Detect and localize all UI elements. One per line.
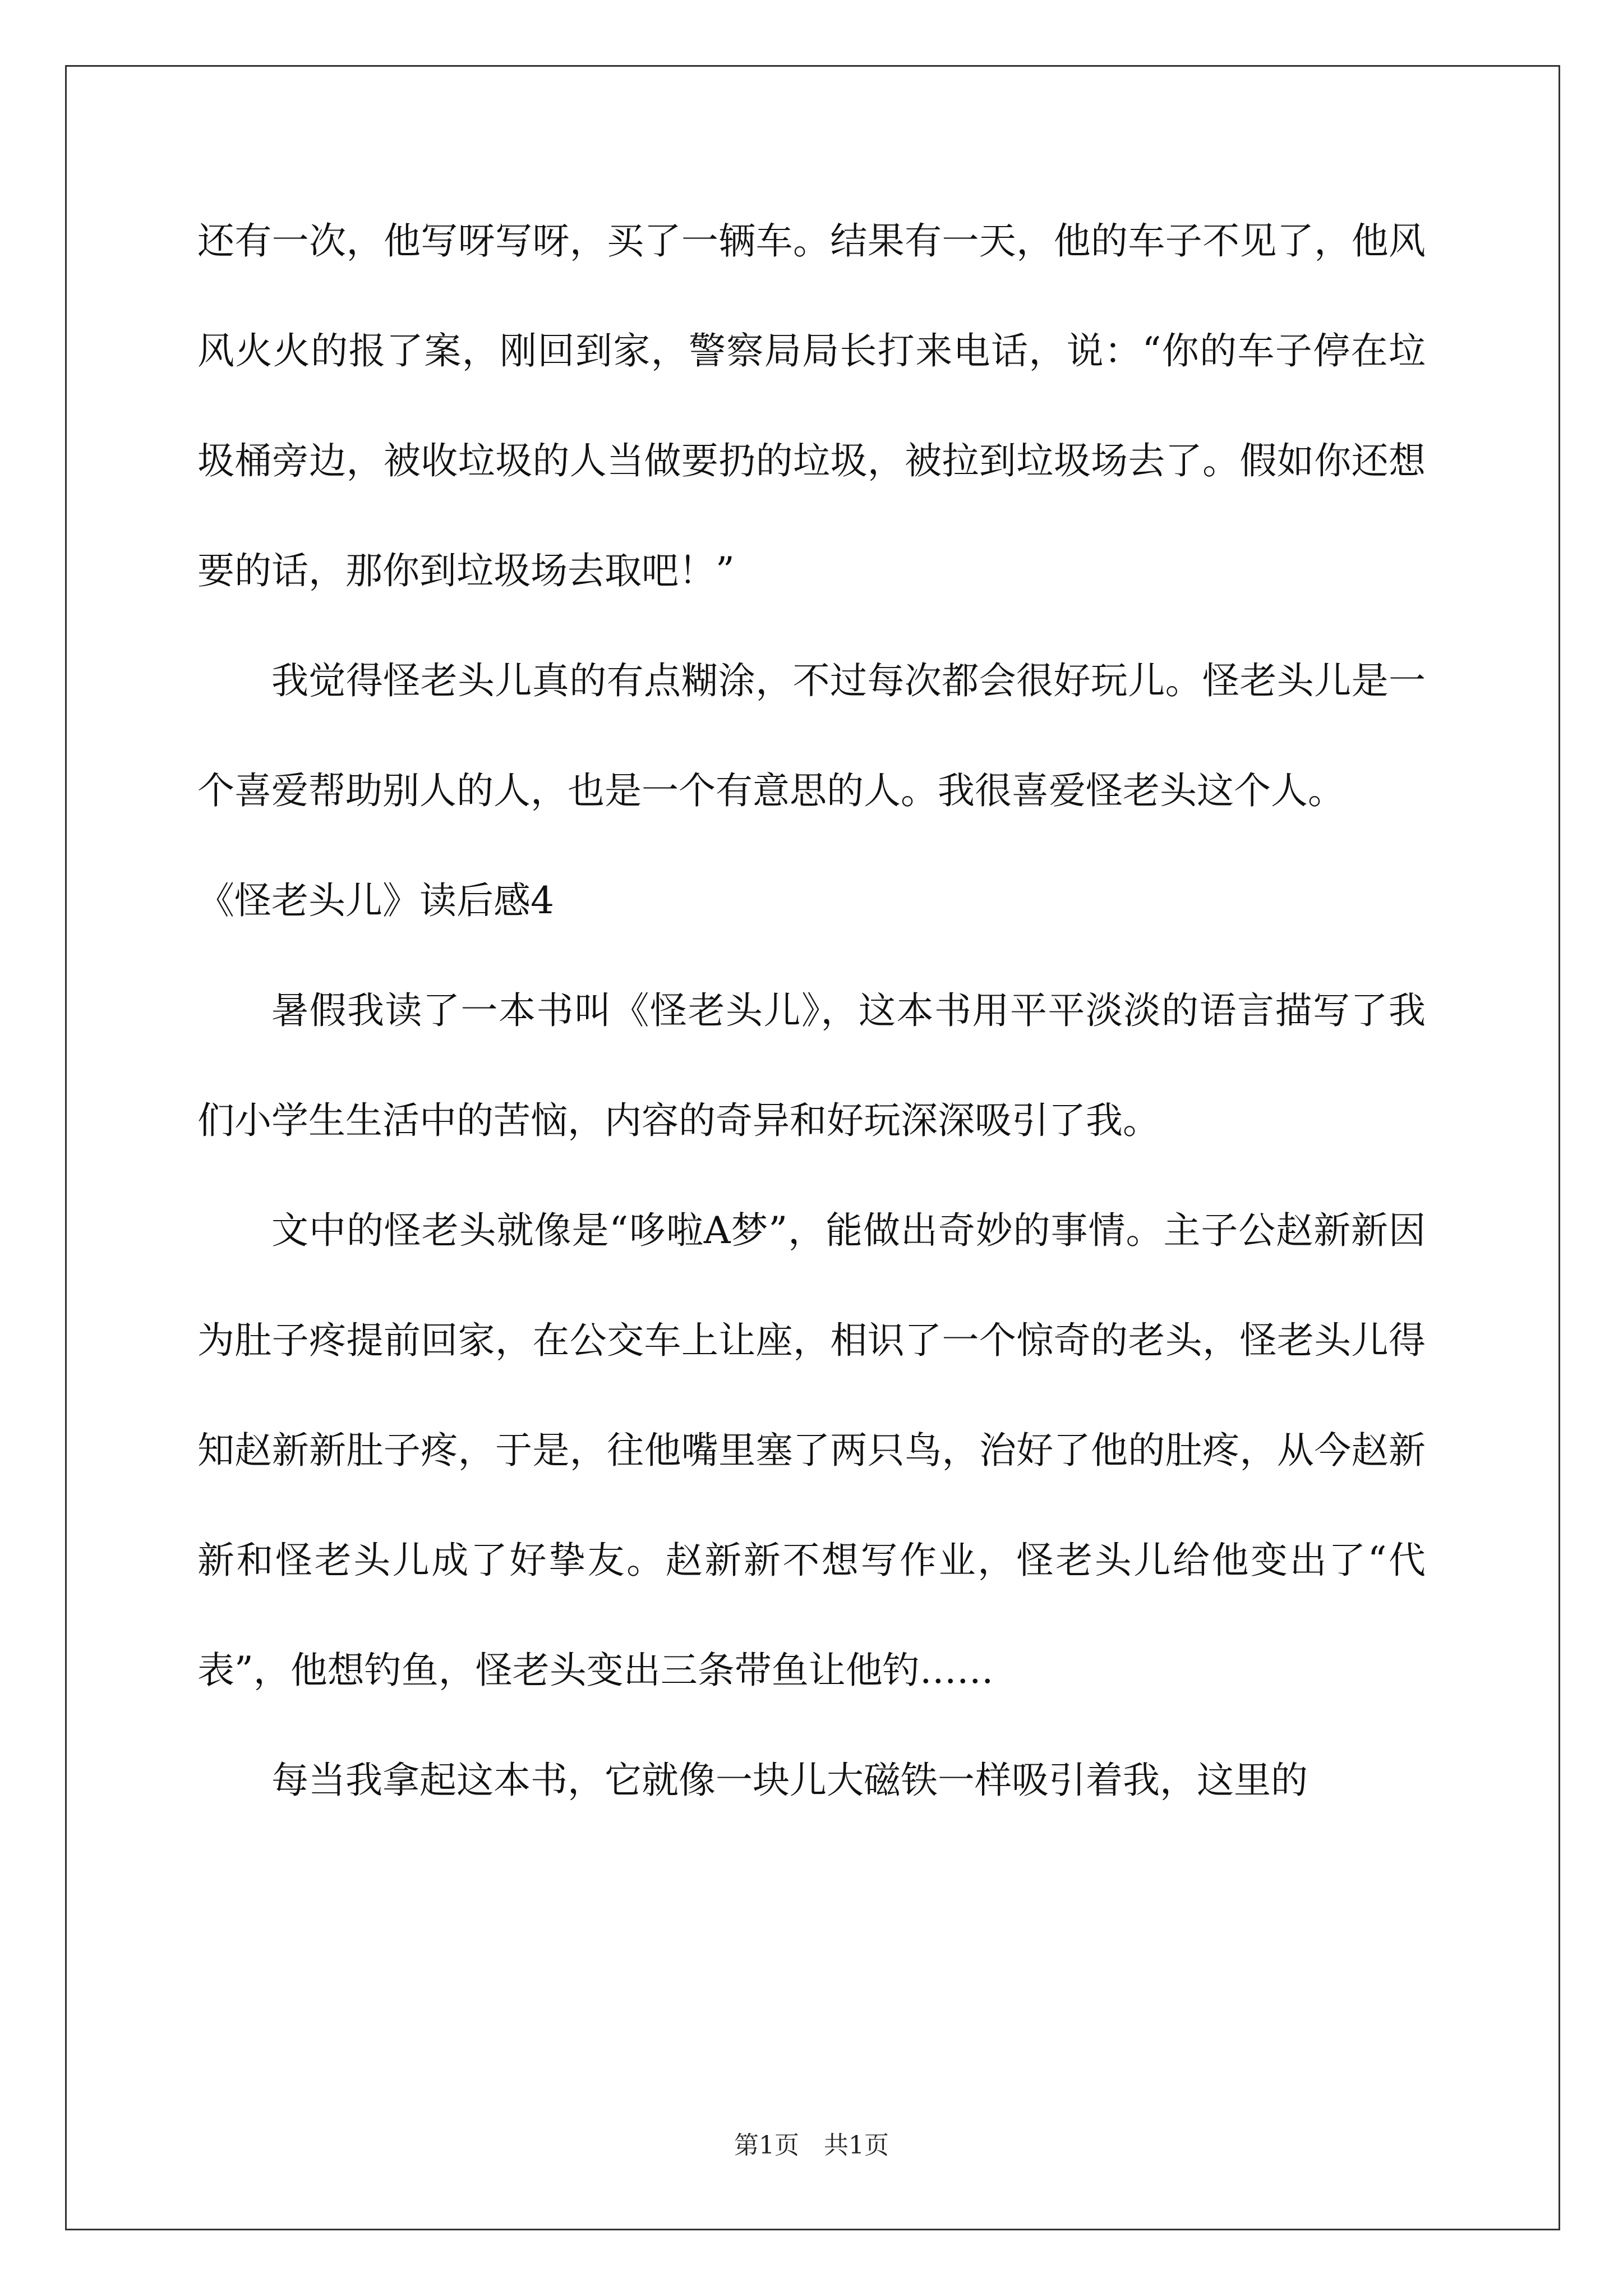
page-number-footer: 第1页 共1页	[734, 2131, 889, 2160]
paragraph-4: 文中的怪老头就像是“哆啦A梦”，能做出奇妙的事情。主子公赵新新因为肚子疼提前回家，在公交车上让座，相识了一个惊奇的老头，怪老头儿得知赵新新肚子疼，于是，往他嘴里塞了两只鸟，治好了他的肚疼，从今赵新新和怪老头儿成了好挚友。赵新新不想写作业，怪老头儿给他变出了“代表”，他想钓鱼，怪老头变出三条带鱼让他钓……	[197, 1209, 1426, 1692]
paragraph-2: 我觉得怪老头儿真的有点糊涂，不过每次都会很好玩儿。怪老头儿是一个喜爱帮助别人的人，也是一个有意思的人。我很喜爱怪老头这个人。	[197, 659, 1426, 812]
document-body	[197, 186, 1426, 1835]
paragraph-5: 每当我拿起这本书，它就像一块儿大磁铁一样吸引着我，这里的	[271, 1759, 1308, 1802]
section-heading: 《怪老头儿》读后感4	[197, 879, 554, 922]
paragraph-1: 还有一次，他写呀写呀，买了一辆车。结果有一天，他的车子不见了，他风风火火的报了案，刚回到家，警察局局长打来电话，说：“你的车子停在垃圾桶旁边，被收垃圾的人当做要扔的垃圾，被拉到垃圾场去了。假如你还想要的话，那你到垃圾场去取吧！”	[197, 219, 1426, 592]
paragraph-3: 暑假我读了一本书叫《怪老头儿》，这本书用平平淡淡的语言描写了我们小学生生活中的苦恼，内容的奇异和好玩深深吸引了我。	[197, 989, 1426, 1142]
